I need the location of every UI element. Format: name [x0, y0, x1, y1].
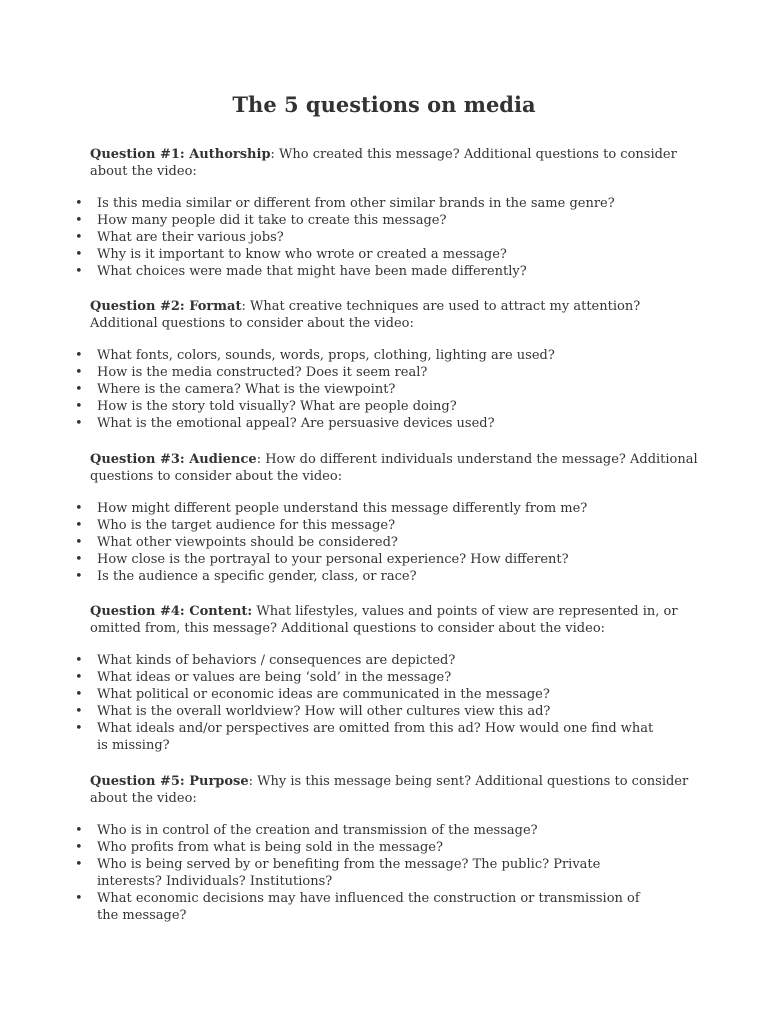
bullet-icon: •: [75, 264, 83, 279]
list-item: • What fonts, colors, sounds, words, props, clothing, lighting are used?: [75, 348, 555, 363]
question-text: : Who created this message? Additional questions to consider about the video:: [90, 147, 677, 179]
question-label: Question #1: Authorship: [90, 147, 271, 162]
list-item: • What is the emotional appeal? Are persuasive devices used?: [75, 416, 495, 431]
section-format: [0, 298, 768, 432]
question-paragraph: [0, 773, 768, 807]
bullet-icon: •: [75, 399, 83, 414]
question-text: : Why is this message being sent? Additional questions to consider about the video:: [90, 774, 689, 806]
bullet-icon: •: [75, 382, 83, 397]
bullet-icon: •: [75, 247, 83, 262]
bullet-icon: •: [75, 891, 83, 906]
question-text: What lifestyles, values and points of view are represented in, or omitted from, this message? Additional questions to consider about the video:: [90, 604, 678, 636]
list-item: • Why is it important to know who wrote or created a message?: [75, 247, 507, 262]
bullet-icon: •: [75, 552, 83, 567]
list-item: • Is the audience a specific gender, class, or race?: [75, 569, 417, 584]
list-item: • Who is being served by or benefiting from the message? The public? Private interests? Individuals? Institutions?: [75, 857, 601, 889]
list-item: • How close is the portrayal to your personal experience? How different?: [75, 552, 569, 567]
list-item: • What choices were made that might have been made differently?: [75, 264, 527, 279]
list-item: • How is the story told visually? What are people doing?: [75, 399, 457, 414]
list-item: • What are their various jobs?: [75, 230, 284, 245]
section-audience: [0, 451, 768, 585]
list-item: • How many people did it take to create this message?: [75, 213, 447, 228]
list-item: • How is the media constructed? Does it seem real?: [75, 365, 428, 380]
bullet-icon: •: [75, 653, 83, 668]
bullet-icon: •: [75, 518, 83, 533]
bullet-icon: •: [75, 823, 83, 838]
question-list: [0, 822, 768, 924]
question-label: Question #2: Format: [90, 299, 242, 314]
question-text: : What creative techniques are used to attract my attention? Additional questions to consider about the video:: [90, 299, 641, 331]
question-paragraph: [0, 298, 768, 332]
bullet-icon: •: [75, 501, 83, 516]
bullet-icon: •: [75, 230, 83, 245]
section-content: [0, 603, 768, 754]
bullet-icon: •: [75, 569, 83, 584]
list-item: • What kinds of behaviors / consequences are depicted?: [75, 653, 456, 668]
bullet-icon: •: [75, 704, 83, 719]
bullet-icon: •: [75, 840, 83, 855]
question-paragraph: [0, 451, 768, 485]
section-purpose: [0, 773, 768, 924]
list-item: • Where is the camera? What is the viewpoint?: [75, 382, 396, 397]
question-list: [0, 347, 768, 432]
bullet-icon: •: [75, 857, 83, 872]
list-item: • What is the overall worldview? How will other cultures view this ad?: [75, 704, 551, 719]
bullet-icon: •: [75, 416, 83, 431]
list-item: • What economic decisions may have influenced the construction or transmission of the message?: [75, 891, 640, 923]
list-item: • Is this media similar or different from other similar brands in the same genre?: [75, 196, 615, 211]
bullet-icon: •: [75, 213, 83, 228]
question-text: : How do different individuals understand the message? Additional questions to consider about the video:: [90, 452, 698, 484]
question-label: Question #5: Purpose: [90, 774, 249, 789]
question-list: [0, 195, 768, 280]
section-authorship: [0, 146, 768, 280]
list-item: • How might different people understand this message differently from me?: [75, 501, 588, 516]
bullet-icon: •: [75, 196, 83, 211]
list-item: • Who profits from what is being sold in the message?: [75, 840, 443, 855]
bullet-icon: •: [75, 721, 83, 736]
bullet-icon: •: [75, 535, 83, 550]
list-item: • What ideas or values are being ‘sold’ in the message?: [75, 670, 452, 685]
question-paragraph: [0, 603, 768, 637]
question-label: Question #3: Audience: [90, 452, 257, 467]
list-item: • Who is in control of the creation and transmission of the message?: [75, 823, 538, 838]
list-item: • What political or economic ideas are communicated in the message?: [75, 687, 550, 702]
list-item: • What ideals and/or perspectives are omitted from this ad? How would one find what is missing?: [75, 721, 654, 753]
question-list: [0, 500, 768, 585]
question-label: Question #4: Content:: [90, 604, 253, 619]
bullet-icon: •: [75, 365, 83, 380]
question-paragraph: [0, 146, 768, 180]
bullet-icon: •: [75, 670, 83, 685]
list-item: • Who is the target audience for this message?: [75, 518, 396, 533]
list-item: • What other viewpoints should be considered?: [75, 535, 398, 550]
question-list: [0, 652, 768, 754]
bullet-icon: •: [75, 348, 83, 363]
bullet-icon: •: [75, 687, 83, 702]
page-title: The 5 questions on media: [232, 92, 536, 117]
